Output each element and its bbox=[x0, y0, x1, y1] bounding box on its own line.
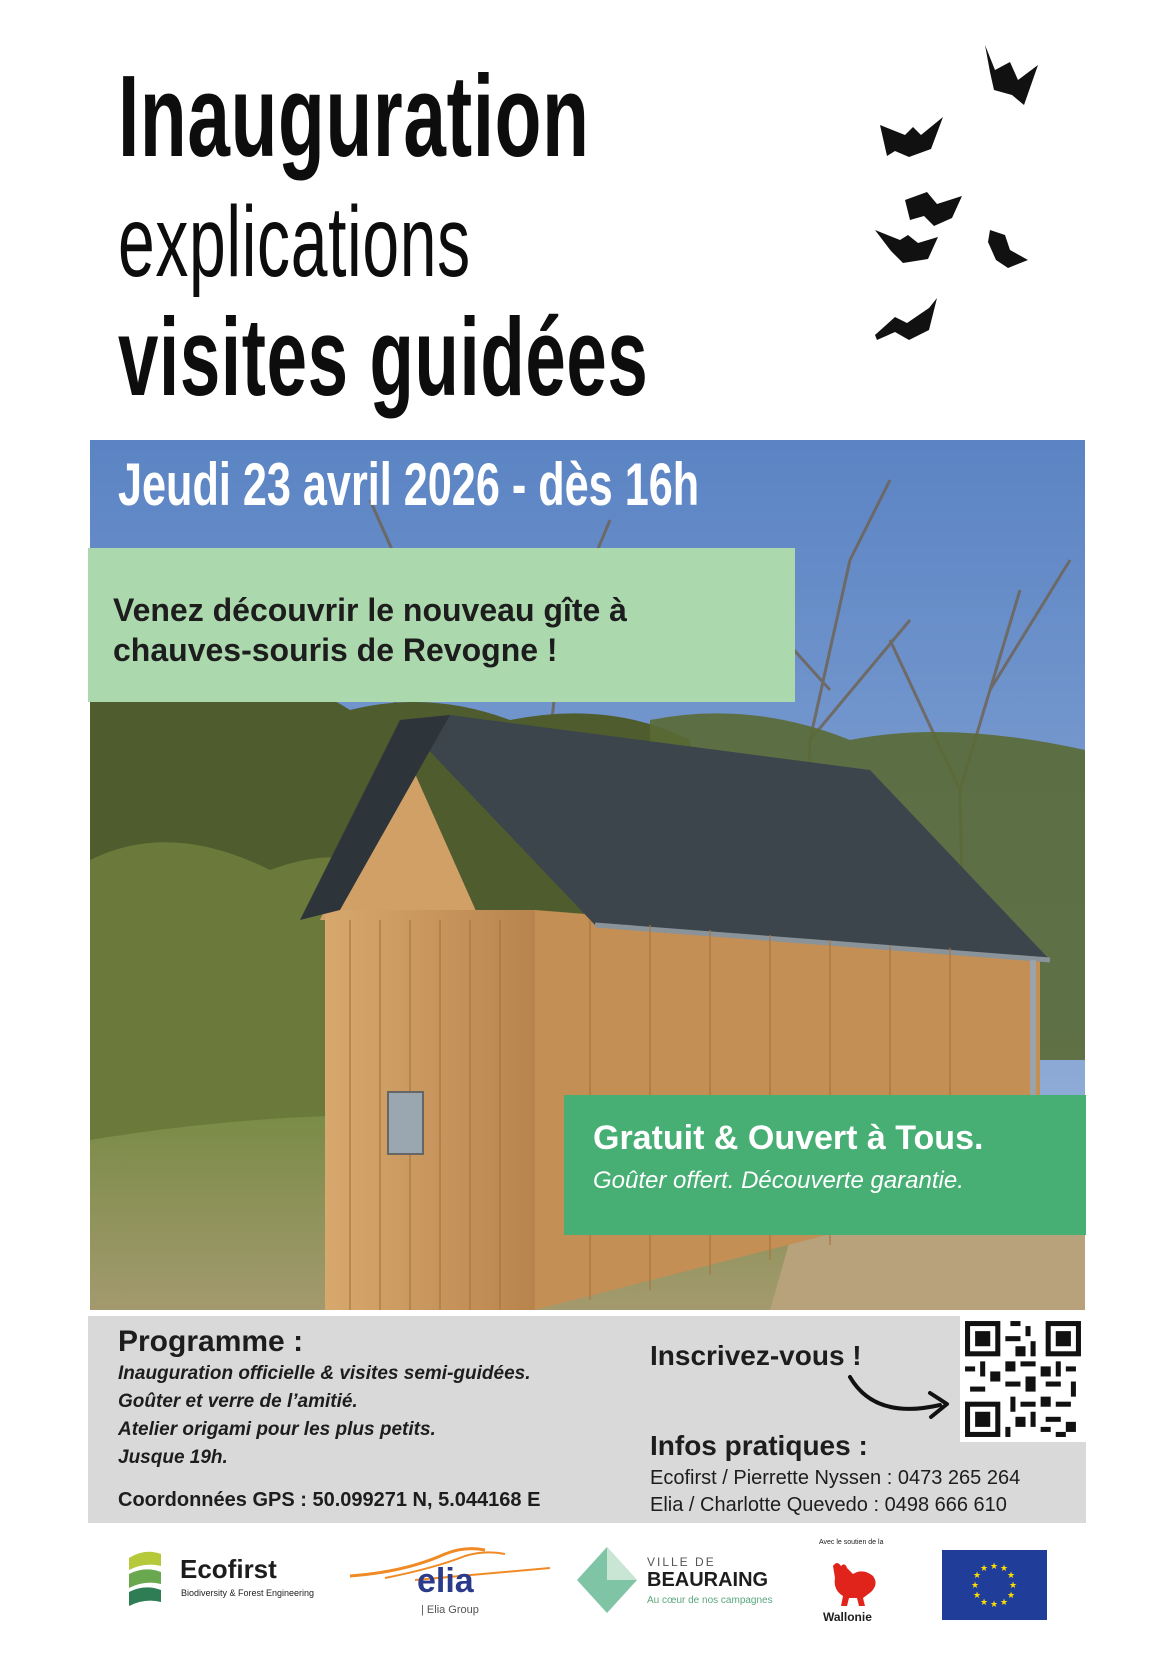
signup-qr-code[interactable] bbox=[960, 1316, 1086, 1442]
gps-coordinates: Coordonnées GPS : 50.099271 N, 5.044168 E bbox=[118, 1489, 541, 1511]
beauraing-tagline: Au cœur de nos campagnes bbox=[647, 1595, 773, 1606]
rooster-icon bbox=[823, 1558, 883, 1608]
programme-title: Programme : bbox=[118, 1325, 304, 1358]
wallonie-name: Wallonie bbox=[823, 1610, 872, 1624]
title-inauguration: Inauguration bbox=[118, 51, 590, 181]
arrow-icon bbox=[845, 1365, 965, 1435]
contact-ecofirst: Ecofirst / Pierrette Nyssen : 0473 265 264 bbox=[650, 1467, 1021, 1489]
svg-text:★: ★ bbox=[1006, 1571, 1016, 1581]
beauraing-name: BEAURAING bbox=[647, 1569, 769, 1591]
eu-flag bbox=[942, 1550, 1047, 1620]
elia-logo bbox=[345, 1544, 555, 1624]
event-date: Jeudi 23 avril 2026 - dès 16h bbox=[118, 451, 700, 518]
free-title: Gratuit & Ouvert à Tous. bbox=[593, 1119, 984, 1157]
elia-tagline: | Elia Group bbox=[421, 1604, 479, 1616]
elia-name: elia bbox=[417, 1562, 474, 1600]
bats-illustration bbox=[870, 35, 1110, 365]
ecofirst-icon bbox=[125, 1548, 165, 1608]
bat-icon bbox=[880, 117, 943, 157]
svg-text:★: ★ bbox=[970, 1581, 980, 1591]
beauraing-leaf-icon bbox=[575, 1545, 640, 1615]
svg-text:★: ★ bbox=[989, 1600, 999, 1610]
beauraing-logo bbox=[575, 1545, 773, 1620]
beauraing-top: VILLE DE bbox=[647, 1555, 716, 1569]
programme-item: Jusque 19h. bbox=[118, 1447, 228, 1468]
contact-elia: Elia / Charlotte Quevedo : 0498 666 610 bbox=[650, 1494, 1007, 1516]
svg-text:★: ★ bbox=[972, 1591, 982, 1601]
ecofirst-tagline: Biodiversity & Forest Engineering bbox=[181, 1588, 315, 1598]
programme-item: Inauguration officielle & visites semi-guidées. bbox=[118, 1363, 531, 1384]
programme-item: Atelier origami pour les plus petits. bbox=[118, 1419, 436, 1440]
signup-label: Inscrivez-vous ! bbox=[650, 1340, 862, 1371]
intro-line-1: Venez découvrir le nouveau gîte à bbox=[113, 592, 627, 628]
free-box bbox=[564, 1095, 1086, 1235]
svg-text:★: ★ bbox=[972, 1571, 982, 1581]
intro-text bbox=[113, 590, 627, 670]
bat-icon bbox=[985, 45, 1038, 105]
bat-icon bbox=[875, 230, 938, 263]
free-subtitle: Goûter offert. Découverte garantie. bbox=[593, 1167, 964, 1194]
title-visites-guidees: visites guidées bbox=[118, 296, 649, 419]
wallonie-support-text: Avec le soutien de la bbox=[819, 1539, 884, 1546]
eu-stars-icon bbox=[942, 1550, 1047, 1620]
svg-text:★: ★ bbox=[979, 1598, 989, 1608]
ecofirst-name: Ecofirst bbox=[180, 1554, 277, 1584]
svg-text:★: ★ bbox=[1006, 1591, 1016, 1601]
title-explications: explications bbox=[118, 186, 471, 298]
bat-icon bbox=[875, 298, 937, 340]
wallonie-logo bbox=[815, 1538, 895, 1628]
ecofirst-logo bbox=[125, 1548, 345, 1608]
bat-icon bbox=[988, 230, 1028, 268]
svg-text:★: ★ bbox=[1008, 1581, 1018, 1591]
intro-line-2: chauves-souris de Revogne ! bbox=[113, 632, 558, 668]
svg-text:★: ★ bbox=[999, 1564, 1009, 1574]
qr-code-icon bbox=[960, 1316, 1086, 1442]
svg-text:★: ★ bbox=[999, 1598, 1009, 1608]
svg-text:★: ★ bbox=[989, 1562, 999, 1572]
programme-item: Goûter et verre de l’amitié. bbox=[118, 1391, 358, 1412]
bat-icon bbox=[905, 192, 962, 226]
svg-text:★: ★ bbox=[979, 1564, 989, 1574]
intro-box bbox=[88, 548, 795, 702]
practical-info-title: Infos pratiques : bbox=[650, 1430, 868, 1461]
